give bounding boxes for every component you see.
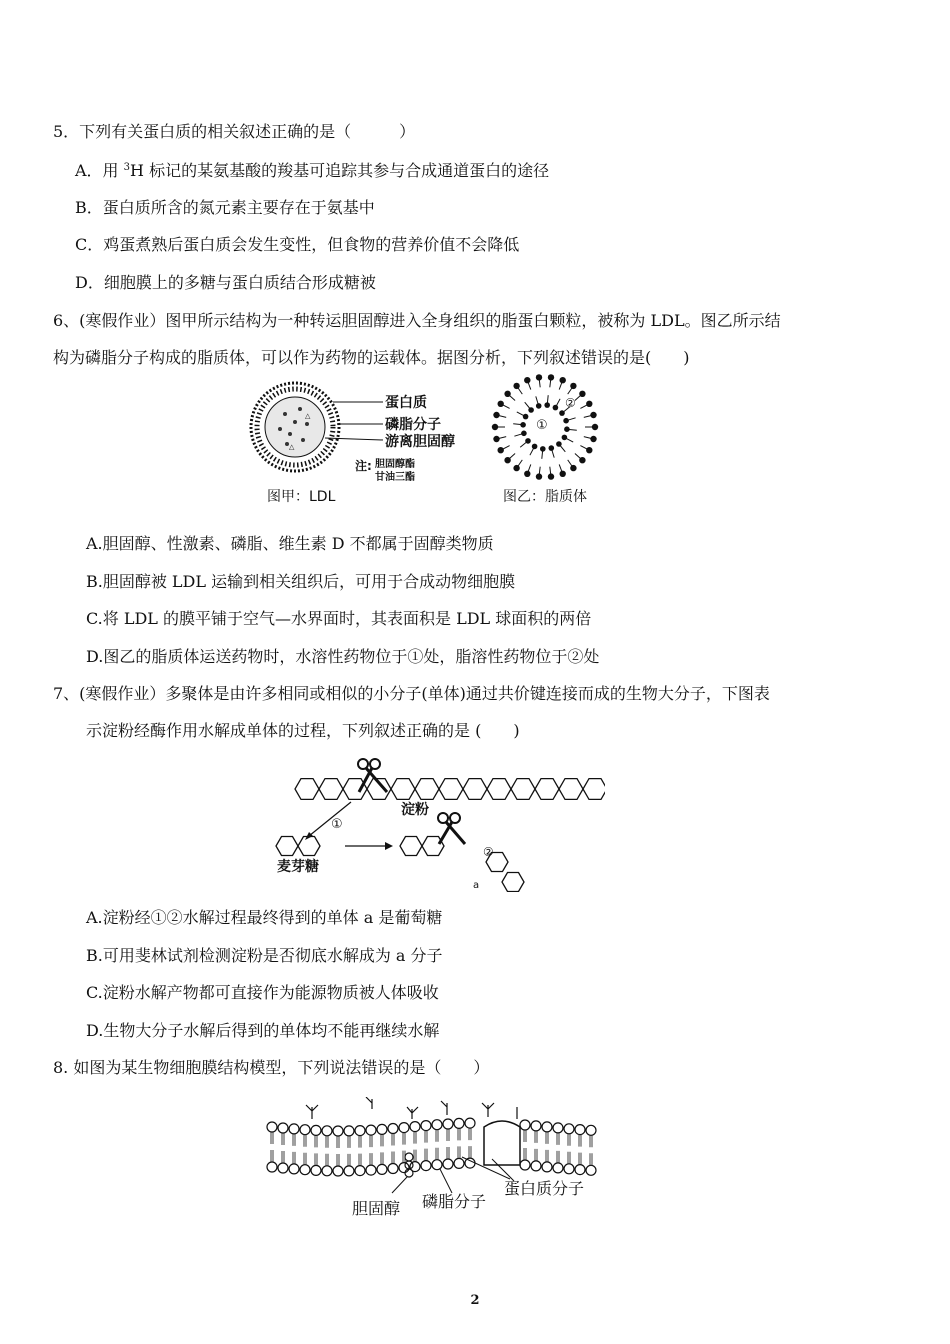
hexagon-ring [400,837,422,856]
glycoprotein-chains [306,1097,517,1119]
page-number: 2 [470,1293,480,1308]
hexagon-ring [511,779,535,800]
q8-figure-cell-membrane [262,1097,622,1222]
q7-figure-starch-hydrolysis [265,752,605,892]
q6-option-a: A.胆固醇、性激素、磷脂、维生素 D 不都属于固醇类物质 [86,534,494,553]
note-cholesterol-ester: 胆固醇酯 [375,459,415,470]
q7-option-d: D.生物大分子水解后得到的单体均不能再继续水解 [86,1021,440,1040]
label-protein: 蛋白质 [385,395,427,411]
caption-figure-a: 图甲：LDL [267,489,336,505]
hexagon-ring [486,853,508,872]
hexagon-ring [276,837,298,856]
q7-option-b: B.可用斐林试剂检测淀粉是否彻底水解成为 a 分子 [86,946,443,965]
scissors-icon-1 [358,759,387,792]
hexagon-ring [319,779,343,800]
channel-protein [484,1121,520,1165]
label-cholesterol: 胆固醇 [352,1199,401,1218]
label-maltose: 麦芽糖 [277,859,319,875]
hexagon-ring [487,779,511,800]
caption-figure-b: 图乙：脂质体 [503,489,587,505]
hexagon-ring [295,779,319,800]
q7-option-a: A.淀粉经①②水解过程最终得到的单体 a 是葡萄糖 [86,908,443,927]
starch-chain-hexagons [295,779,605,800]
q8-stem: 8. 如图为某生物细胞膜结构模型，下列说法错误的是（ ） [53,1058,490,1077]
q5-option-b: B．蛋白质所含的氮元素主要存在于氨基中 [75,198,375,217]
q7-stem-line1: 7、(寒假作业）多聚体是由许多相同或相似的小分子(单体)通过共价键连接而成的生物大分子，下图表 [53,684,770,703]
label-phospholipid-molecule: 磷脂分子 [422,1192,487,1211]
hexagon-ring [463,779,487,800]
hexagon-ring [583,779,605,800]
q5-option-d: D．细胞膜上的多糖与蛋白质结合形成糖被 [75,273,376,292]
ldl-particle-diagram [251,383,383,471]
q6-figure-ldl-liposome [245,374,625,509]
mark-step-1: ① [331,817,343,832]
mark-step-2: ② [483,845,494,859]
maltose-hexagons [276,837,320,856]
q5-option-a: A．用 $^3$H 标记的某氨基酸的羧基可追踪其参与合成通道蛋白的途径 [75,161,550,180]
hexagon-ring [391,779,415,800]
maltose-hexagons-2 [400,837,444,856]
q6-option-d: D.图乙的脂质体运送药物时，水溶性药物位于①处，脂溶性药物位于②处 [86,647,600,666]
q5-option-c: C．鸡蛋煮熟后蛋白质会发生变性，但食物的营养价值不会降低 [75,235,520,254]
label-phospholipid: 磷脂分子 [385,417,441,433]
hexagon-ring [439,779,463,800]
liposome-mark-2: ② [565,396,576,410]
liposome-mark-1: ① [536,418,548,433]
hexagon-ring [415,779,439,800]
q7-stem-line2: 示淀粉经酶作用水解成单体的过程，下列叙述正确的是 ( ) [86,721,520,740]
hexagon-ring [535,779,559,800]
svg-text:△: △ [289,443,295,451]
q6-stem-line2: 构为磷脂分子构成的脂质体，可以作为药物的运载体。据图分析，下列叙述错误的是( ) [53,348,690,367]
q7-option-c: C.淀粉水解产物都可直接作为能源物质被人体吸收 [86,983,439,1002]
q5-stem: 5．下列有关蛋白质的相关叙述正确的是（ ） [53,122,416,141]
label-monomer-a: a [473,880,480,891]
hexagon-ring [559,779,583,800]
hexagon-ring [502,873,524,892]
hexagon-ring [298,837,320,856]
q6-option-c: C.将 LDL 的膜平铺于空气—水界面时，其表面积是 LDL 球面积的两倍 [86,609,592,628]
label-protein-molecule: 蛋白质分子 [504,1179,585,1198]
q6-stem-line1: 6、(寒假作业）图甲所示结构为一种转运胆固醇进入全身组织的脂蛋白颗粒，被称为 LDL。图乙所示结 [53,311,781,330]
q6-option-b: B.胆固醇被 LDL 运输到相关组织后，可用于合成动物细胞膜 [86,572,516,591]
svg-text:△: △ [305,412,311,420]
membrane-bilayer [267,1118,596,1176]
note-triglyceride: 甘油三酯 [375,472,415,483]
scissors-icon-2 [438,813,465,844]
label-free-cholesterol: 游离胆固醇 [385,434,455,450]
note-prefix: 注: [355,459,372,473]
label-starch: 淀粉 [401,802,429,818]
